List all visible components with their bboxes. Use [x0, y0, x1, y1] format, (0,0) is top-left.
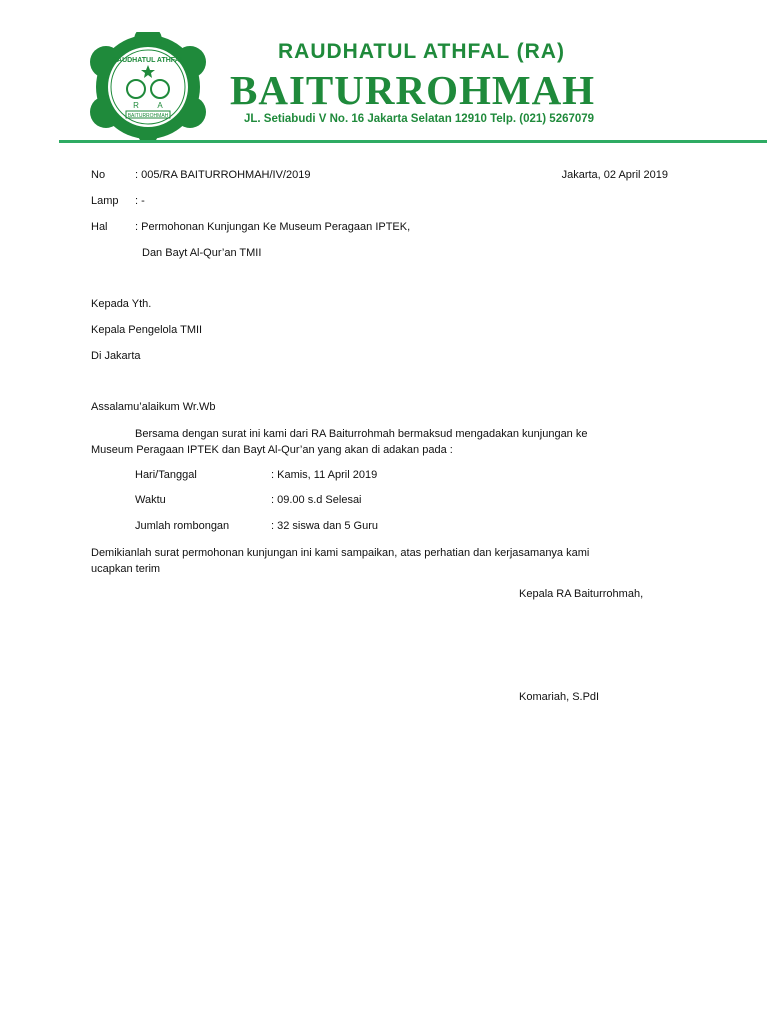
lamp-value: : - — [135, 195, 145, 207]
body-paragraph-line: Museum Peragaan IPTEK dan Bayt Al-Qur’an yang akan di adakan pada : — [91, 444, 453, 456]
letterhead-address: JL. Setiabudi V No. 16 Jakarta Selatan 12910 Telp. (021) 5267079 — [244, 113, 595, 125]
recipient-line: Kepada Yth. — [91, 298, 152, 310]
recipient-line: Kepala Pengelola TMII — [91, 324, 203, 336]
svg-text:BAITURROHMAH: BAITURROHMAH — [127, 113, 169, 119]
hal-value: : Permohonan Kunjungan Ke Museum Peragaan IPTEK, — [135, 221, 411, 233]
closing-line: ucapkan terim — [91, 563, 161, 575]
no-value: : 005/RA BAITURROHMAH/IV/2019 — [135, 169, 311, 181]
hal-label: Hal — [91, 221, 108, 233]
letterhead-title: RAUDHATUL ATHFAL (RA) — [278, 40, 565, 63]
closing-line: Demikianlah surat permohonan kunjungan ini kami sampaikan, atas perhatian dan kerjasamanya kami — [91, 547, 590, 559]
detail-label: Waktu — [135, 494, 166, 506]
detail-label: Hari/Tanggal — [135, 469, 197, 481]
detail-value: : Kamis, 11 April 2019 — [271, 469, 378, 481]
school-logo — [86, 32, 210, 142]
letterhead-divider — [59, 140, 767, 143]
svg-text:R: R — [133, 101, 139, 110]
svg-text:RAUDHATUL ATHFAL: RAUDHATUL ATHFAL — [111, 57, 185, 64]
signature-title: Kepala RA Baiturrohmah, — [519, 588, 644, 600]
body-paragraph-line: Bersama dengan surat ini kami dari RA Baiturrohmah bermaksud mengadakan kunjungan ke — [135, 428, 588, 440]
detail-value: : 09.00 s.d Selesai — [271, 494, 362, 506]
recipient-line: Di Jakarta — [91, 350, 141, 362]
detail-label: Jumlah rombongan — [135, 520, 230, 532]
svg-text:A: A — [157, 101, 163, 110]
letterhead-school-name: BAITURROHMAH — [230, 67, 596, 113]
letter-date: Jakarta, 02 April 2019 — [561, 169, 668, 181]
greeting: Assalamu’alaikum Wr.Wb — [91, 401, 216, 413]
lamp-label: Lamp — [91, 195, 119, 207]
no-label: No — [91, 169, 106, 181]
detail-value: : 32 siswa dan 5 Guru — [271, 520, 379, 532]
hal-value-continued: Dan Bayt Al-Qur’an TMII — [142, 247, 262, 259]
signature-name: Komariah, S.PdI — [519, 691, 600, 703]
